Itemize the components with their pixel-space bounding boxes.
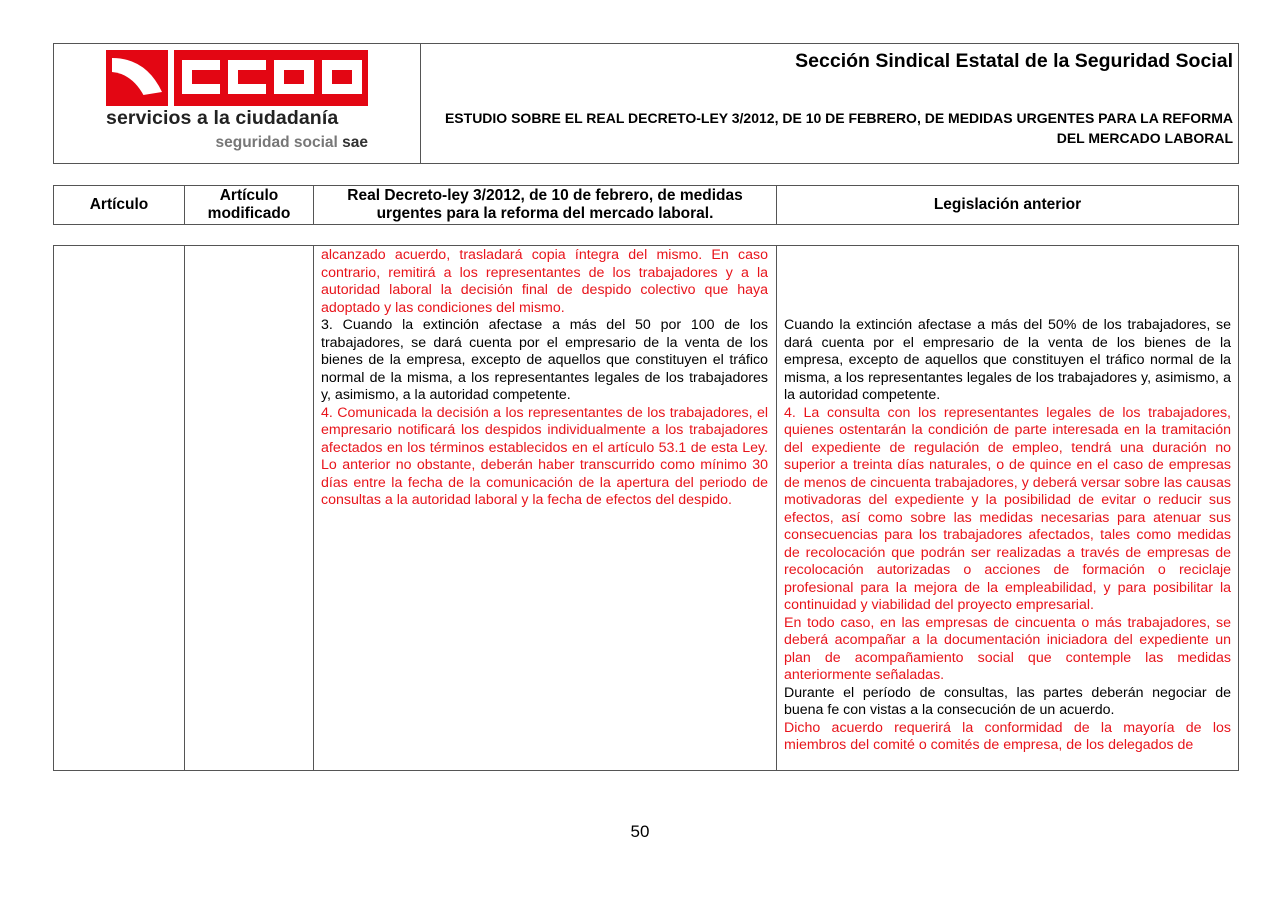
- legislacion-anterior-cell: [784, 317, 1231, 755]
- document-header: [53, 43, 1239, 164]
- column-divider: [776, 246, 777, 770]
- real-decreto-paragraph: 3. Cuando la extinción afectase a más del 50 por 100 de los trabajadores, se dará cuenta por el empresario de la venta de los bienes de la empresa, excepto de aquellos que constituyen el tráfico normal de la misma, a los representantes legales de los trabajadores y, asimismo, a la autoridad competente.: [321, 317, 768, 403]
- ccoo-logo: [106, 50, 368, 160]
- ccoo-letters: [174, 50, 368, 106]
- column-divider: [313, 246, 314, 770]
- legislacion-paragraph: Durante el período de consultas, las partes deberán negociar de buena fe con vistas a la consecución de un acuerdo.: [784, 684, 1231, 718]
- column-header-articulo-modificado: Artículo modificado: [207, 187, 291, 222]
- logo-subtagline-suffix: sae: [342, 134, 368, 151]
- logo-red-square: [106, 50, 168, 106]
- real-decreto-cell: [321, 247, 768, 510]
- legislacion-paragraph: Cuando la extinción afectase a más del 50% de los trabajadores, se dará cuenta por el empresario de la venta de los bienes de la empresa, excepto de aquellos que constituyen el tráfico normal de la misma, a los representantes legales de los trabajadores y, asimismo, a la autoridad competente.: [784, 317, 1231, 403]
- logo-tagline: servicios a la ciudadanía: [106, 107, 339, 129]
- legislacion-paragraph: 4. La consulta con los representantes legales de los trabajadores, quienes ostentarán la condición de parte interesada en la tramitación del expediente de regulación de empleo, tendrá una duración no superior a treinta días naturales, o de quince en el caso de empresas de menos de cincuenta trabajadores, y deberá versar sobre las causas motivadoras del expediente y la posibilidad de evitar o reducir sus efectos, así como sobre las medidas necesarias para atenuar sus consecuencias para los trabajadores afectados, tales como medidas de recolocación que podrán ser realizadas a través de empresas de recolocación autorizadas o acciones de formación o reciclaje profesional para la mejora de la empleabilidad, y para posibilitar la continuidad y viabilidad del proyecto empresarial.: [784, 404, 1231, 613]
- logo-subtagline: [215, 134, 368, 152]
- header-divider: [420, 44, 421, 163]
- column-header-legislacion-anterior: Legislación anterior: [933, 196, 1082, 213]
- page-number: 50: [630, 822, 650, 841]
- ccoo-logo-mark: [106, 50, 368, 106]
- legislacion-paragraph: En todo caso, en las empresas de cincuenta o más trabajadores, se deberá acompañar a la documentación iniciadora del expediente un plan de acompañamiento social que contemple las medidas anteriormente señaladas.: [784, 614, 1231, 683]
- column-divider: [184, 246, 185, 770]
- study-title: ESTUDIO SOBRE EL REAL DECRETO-LEY 3/2012, DE 10 DE FEBRERO, DE MEDIDAS URGENTES PARA LA REFORMA DEL MERCADO LABORAL: [444, 110, 1233, 146]
- legislacion-paragraph: Dicho acuerdo requerirá la conformidad de la mayoría de los miembros del comité o comités de empresa, de los delegados de: [784, 719, 1231, 753]
- section-title: Sección Sindical Estatal de la Seguridad Social: [795, 50, 1233, 72]
- column-header-articulo: Artículo: [89, 196, 149, 213]
- real-decreto-paragraph: alcanzado acuerdo, trasladará copia íntegra del mismo. En caso contrario, remitirá a los representantes de los trabajadores y a la autoridad laboral la decisión final de despido colectivo que haya adoptado y las condiciones del mismo.: [321, 247, 768, 316]
- comparison-table-row: [53, 245, 1239, 771]
- table-header-row: [53, 185, 1239, 225]
- logo-subtagline-prefix: seguridad social: [215, 134, 338, 151]
- column-header-real-decreto: Real Decreto-ley 3/2012, de 10 de febrero, de medidas urgentes para la reforma del mercado laboral.: [347, 187, 743, 222]
- real-decreto-paragraph: 4. Comunicada la decisión a los representantes de los trabajadores, el empresario notificará los despidos individualmente a los trabajadores afectados en los términos establecidos en el artículo 53.1 de esta Ley. Lo anterior no obstante, deberán haber transcurrido como mínimo 30 días entre la fecha de la comunicación de la apertura del periodo de consultas a la autoridad laboral y la fecha de efectos del despido.: [321, 404, 768, 508]
